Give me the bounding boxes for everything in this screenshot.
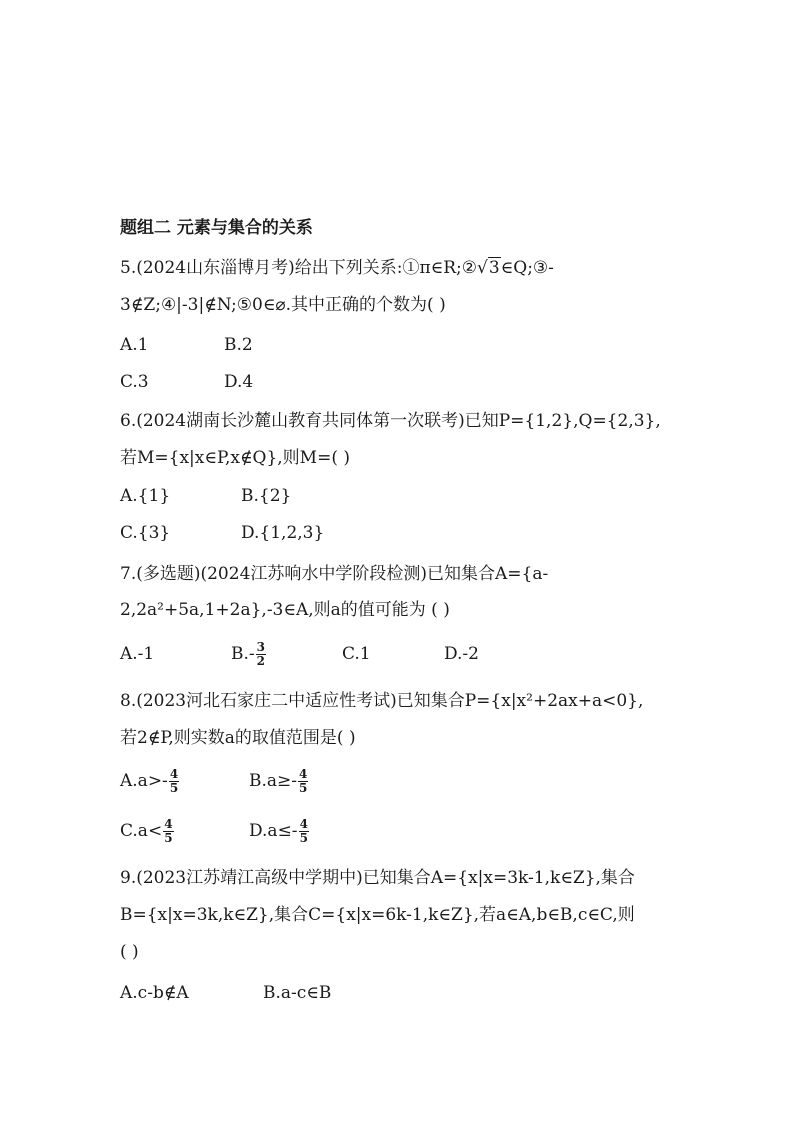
q7-option-a: A.-1: [120, 644, 155, 664]
q8-line2: 若2∉P,则实数a的取值范围是( ): [120, 728, 356, 748]
q6-option-d: D.{1,2,3}: [241, 523, 325, 543]
q5-sqrt-radicand: 3: [488, 258, 500, 278]
q5-options-row2: [120, 369, 253, 395]
q6-line2: 若M={x|x∈P,x∉Q},则M=( ): [120, 448, 350, 468]
q8-options-row1: [120, 768, 309, 795]
q9-line1: 9.(2023江苏靖江高级中学期中)已知集合A={x|x=3k-1,k∈Z},集合: [120, 868, 635, 888]
q6-options-row1: [120, 483, 291, 509]
q5-option-a: A.1: [120, 335, 149, 355]
q5-line1-a: 5.(2024山东淄博月考)给出下列关系:①π∈R;②: [120, 258, 477, 278]
q8-option-d-fraction: [299, 818, 309, 845]
q5-option-d: D.4: [224, 372, 254, 392]
q8-fraction-numerator: 4: [164, 817, 173, 831]
q9-line3: ( ): [120, 942, 139, 962]
q8-option-b: [249, 768, 309, 795]
q9-option-b: B.a-c∈B: [263, 983, 332, 1003]
q8-fraction-denominator: 5: [299, 831, 308, 845]
q9-option-a: A.c-b∉A: [120, 983, 189, 1003]
q7-options-row: [120, 641, 479, 668]
q6-option-c: C.{3}: [120, 523, 171, 543]
q8-option-a: [120, 768, 249, 795]
q8-fraction-denominator: 5: [169, 781, 179, 795]
q7-fraction-numerator: 3: [256, 640, 265, 654]
q8-fraction-numerator: 4: [169, 767, 179, 781]
section-title: 题组二 元素与集合的关系: [120, 218, 313, 238]
q8-option-a-fraction: [169, 768, 179, 795]
q5-option-b: B.2: [224, 335, 253, 355]
q6-option-a: A.{1}: [120, 486, 171, 506]
q7-fraction-denominator: 2: [256, 654, 265, 668]
q8-option-c-fraction: [163, 818, 173, 845]
q8-option-a-prefix: A.a>-: [120, 771, 168, 791]
q8-line1: 8.(2023河北石家庄二中适应性考试)已知集合P={x|x²+2ax+a<0},: [120, 691, 644, 711]
q7-line1: 7.(多选题)(2024江苏响水中学阶段检测)已知集合A={a-: [120, 564, 549, 584]
q8-option-b-prefix: B.a≥-: [249, 771, 298, 791]
q5-options-row1: [120, 332, 253, 358]
q5-sqrt-symbol: √: [477, 258, 488, 278]
q8-option-c: [120, 818, 249, 845]
q7-line2: 2,2a²+5a,1+2a},-3∈A,则a的值可能为 ( ): [120, 600, 450, 620]
q8-option-b-fraction: [298, 768, 308, 795]
q8-option-d: [249, 818, 310, 845]
q5-line1-b: ∈Q;③-: [500, 258, 554, 278]
q7-option-c: C.1: [342, 644, 371, 664]
q5-line1: [120, 255, 554, 281]
q8-fraction-denominator: 5: [299, 781, 308, 795]
q7-option-b: [231, 641, 342, 668]
q8-fraction-numerator: 4: [299, 817, 308, 831]
q7-option-b-fraction: [256, 641, 266, 668]
q7-option-d: D.-2: [444, 644, 479, 664]
q7-option-b-prefix: B.-: [231, 644, 255, 664]
q5-sqrt: [477, 255, 501, 281]
q8-fraction-numerator: 4: [299, 767, 308, 781]
q9-options-row: [120, 980, 331, 1006]
q8-option-c-prefix: C.a<: [120, 821, 163, 841]
q8-options-row2: [120, 818, 310, 845]
q8-option-d-prefix: D.a≤-: [249, 821, 298, 841]
q5-line2: 3∉Z;④|-3|∉N;⑤0∈⌀.其中正确的个数为( ): [120, 295, 446, 315]
q6-options-row2: [120, 520, 324, 546]
q6-option-b: B.{2}: [241, 486, 292, 506]
q8-fraction-denominator: 5: [164, 831, 173, 845]
q9-line2: B={x|x=3k,k∈Z},集合C={x|x=6k-1,k∈Z},若a∈A,b∈B,c∈C,则: [120, 905, 635, 925]
q6-line1: 6.(2024湖南长沙麓山教育共同体第一次联考)已知P={1,2},Q={2,3},: [120, 411, 661, 431]
q5-option-c: C.3: [120, 372, 149, 392]
